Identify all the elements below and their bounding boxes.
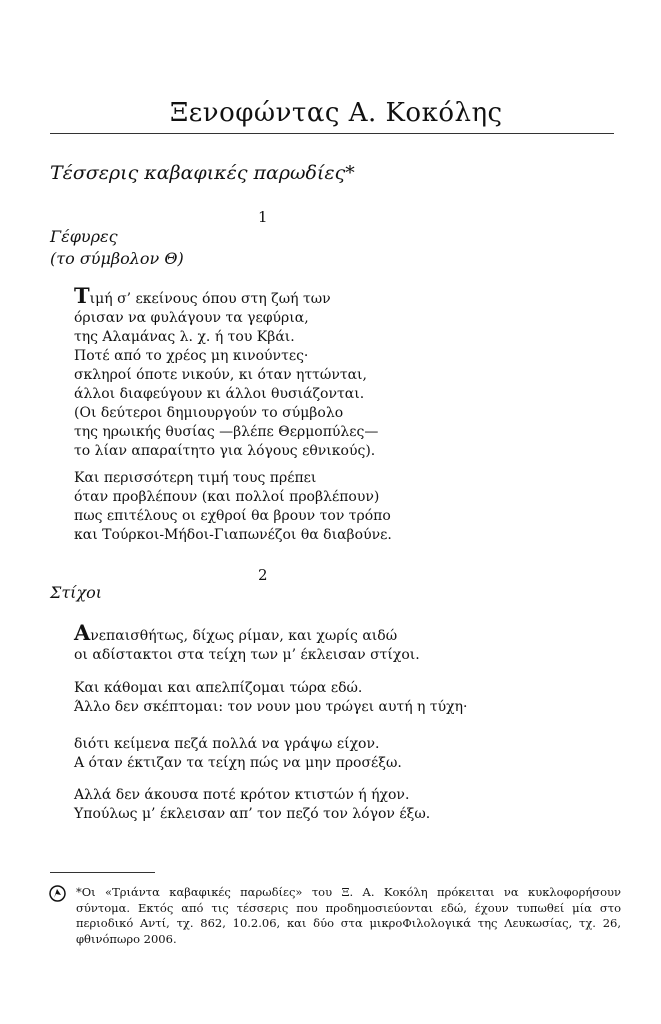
poem-line: διότι κείμενα πεζά πολλά να γράψω είχον. bbox=[74, 736, 380, 752]
poem-title-2: Στίχοι bbox=[50, 583, 103, 602]
poem-line: πως επιτέλους οι εχθροί θα βρουν τον τρόπο bbox=[74, 508, 391, 524]
poem-title-1 bbox=[50, 226, 184, 270]
poem-number-2: 2 bbox=[258, 566, 268, 584]
poem-line: όταν προβλέπουν (και πολλοί προβλέπουν) bbox=[74, 489, 380, 505]
poem-line: και Τούρκοι-Μήδοι-Γιαπωνέζοι θα διαβούνε. bbox=[74, 527, 392, 543]
poem-line: Α όταν έκτιζαν τα τείχη πώς να μην προσέξω. bbox=[74, 755, 402, 771]
poem-line: της Αλαμάνας λ. χ. ή του Κβάι. bbox=[74, 329, 295, 345]
poem-line: σκληροί όποτε νικούν, κι όταν ηττώνται, bbox=[74, 367, 367, 383]
footnote-text: *Οι «Τριάντα καβαφικές παρωδίες» του Ξ. Α. Κοκόλη πρόκειται να κυκλοφορήσουν σύντομα. Εκτός από τις τέσσερις που προδημοσιεύονται εδώ, έχουν τυπωθεί μία στο περιοδικό Αντί, τχ. 862, 10.2.06, και δύο στα μικροΦιλολογικά της Λευκωσίας, τχ. 26, φθινόπωρο 2006. bbox=[76, 885, 621, 946]
header-rule bbox=[50, 133, 614, 134]
poem2-stanza1 bbox=[74, 620, 420, 665]
poem2-stanza3 bbox=[74, 735, 402, 773]
footnote-mark-icon bbox=[49, 885, 66, 902]
poem-line-text: νεπαισθήτως, δίχως ρίμαν, και χωρίς αιδώ bbox=[90, 628, 398, 644]
poem2-stanza2 bbox=[74, 679, 467, 717]
poem1-stanza2 bbox=[74, 469, 392, 545]
poem1-stanza1 bbox=[74, 283, 379, 461]
poem-line: Άλλο δεν σκέπτομαι: τον νουν μου τρώγει αυτή η τύχη· bbox=[74, 699, 468, 715]
poem-title-1-line2: (το σύμβολον Θ) bbox=[50, 249, 184, 268]
article-title: Τέσσερις καβαφικές παρωδίες* bbox=[50, 162, 355, 184]
poem-title-1-line1: Γέφυρες bbox=[50, 227, 118, 246]
author-heading: Ξενοφώντας Α. Κοκόλης bbox=[170, 98, 503, 128]
poem-line: οι αδίστακτοι στα τείχη των μ’ έκλεισαν στίχοι. bbox=[74, 647, 420, 663]
footnote-rule bbox=[50, 872, 155, 873]
poem-line-text: ιμή σ’ εκείνους όπου στη ζωή των bbox=[89, 291, 331, 307]
poem-line: Υπούλως μ’ έκλεισαν απ’ τον πεζό τον λόγον έξω. bbox=[74, 806, 431, 822]
poem-line: Και περισσότερη τιμή τους πρέπει bbox=[74, 470, 317, 486]
poem-line bbox=[74, 283, 378, 309]
poem-number-1: 1 bbox=[258, 208, 268, 226]
poem-line: της ηρωικής θυσίας —βλέπε Θερμοπύλες— bbox=[74, 424, 379, 440]
drop-cap: Α bbox=[74, 620, 91, 645]
poem-line: Ποτέ από το χρέος μη κινούντες· bbox=[74, 348, 309, 364]
poem-line: άλλοι διαφεύγουν κι άλλοι θυσιάζονται. bbox=[74, 386, 365, 402]
poem-line: Αλλά δεν άκουσα ποτέ κρότον κτιστών ή ήχον. bbox=[74, 787, 410, 803]
poem-line: όρισαν να φυλάγουν τα γεφύρια, bbox=[74, 310, 309, 326]
poem-line bbox=[74, 620, 420, 646]
poem-line: (Οι δεύτεροι δημιουργούν το σύμβολο bbox=[74, 405, 344, 421]
drop-cap: Τ bbox=[74, 283, 90, 308]
poem-line: Και κάθομαι και απελπίζομαι τώρα εδώ. bbox=[74, 680, 363, 696]
poem-line: το λίαν απαραίτητο για λόγους εθνικούς). bbox=[74, 443, 376, 459]
poem2-stanza4 bbox=[74, 786, 430, 824]
